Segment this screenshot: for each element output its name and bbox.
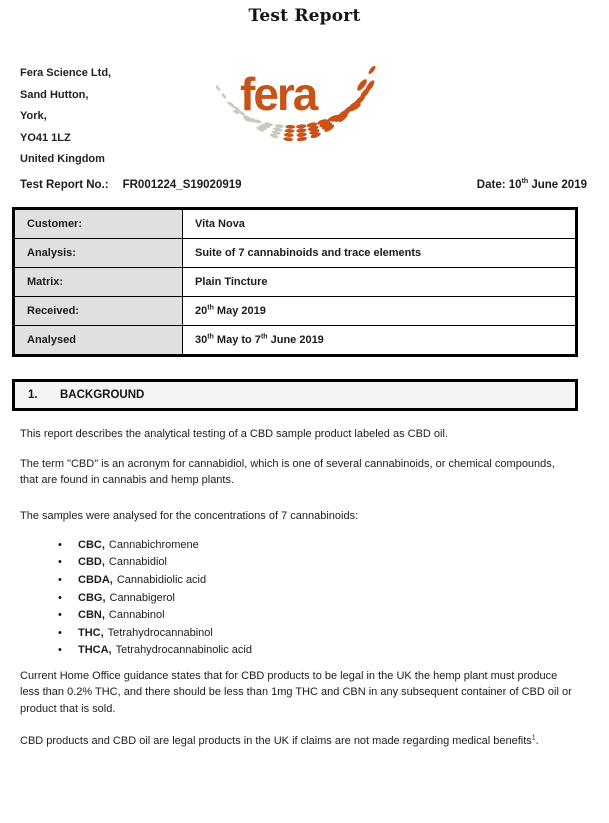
report-number-group	[20, 179, 242, 191]
row-value-received: 20th May 2019	[183, 297, 575, 325]
list-item: • CBC, Cannabichromene	[58, 538, 199, 551]
paragraph-intro: This report describes the analytical testing of a CBD sample product labeled as CBD oil.	[20, 428, 448, 440]
report-number-label: Test Report No.:	[20, 179, 109, 191]
sample-info-table	[12, 207, 578, 357]
fera-logo-text: fera	[240, 68, 317, 120]
address-line-company: Fera Science Ltd,	[20, 67, 112, 79]
table-row	[15, 297, 575, 326]
report-number-value: FR001224_S19020919	[122, 179, 242, 191]
bullet-icon: •	[58, 556, 62, 569]
paragraph-home-office-guidance: Current Home Office guidance states that for CBD products to be legal in the UK the hemp plant must produce less than 0.2% THC, and there should be less than 1mg THC and CBN in any subsequent container of CBD oil or product that is sold.	[20, 670, 572, 715]
paragraph-samples-analysed: The samples were analysed for the concentrations of 7 cannabinoids:	[20, 510, 359, 522]
bullet-icon: •	[58, 538, 62, 551]
row-label-received: Received:	[15, 297, 183, 325]
address-line-country: United Kingdom	[20, 153, 105, 166]
cannabinoid-list	[58, 536, 252, 659]
row-value-analysed: 30th May to 7th June 2019	[183, 326, 575, 354]
footnote-marker: 1	[531, 734, 536, 742]
table-row	[15, 210, 575, 239]
row-value-customer: Vita Nova	[183, 210, 575, 238]
address-line-city: York,	[20, 110, 47, 123]
bullet-icon: •	[58, 626, 62, 639]
report-date-value: 10th June 2019	[508, 178, 587, 191]
company-address	[20, 63, 111, 171]
paragraph-cbd-definition: The term "CBD" is an acronym for cannabidiol, which is one of several cannabinoids, or chemical compounds, that are found in cannabis and hemp plants.	[20, 458, 555, 487]
fera-logo	[216, 60, 380, 148]
table-row	[15, 239, 575, 268]
report-date-group	[477, 179, 587, 191]
row-value-analysis: Suite of 7 cannabinoids and trace elements	[183, 239, 575, 267]
table-row	[15, 326, 575, 354]
section-number: 1.	[28, 389, 38, 401]
bullet-icon: •	[58, 644, 62, 657]
row-label-analysed: Analysed	[15, 326, 183, 354]
row-label-customer: Customer:	[15, 210, 183, 238]
bullet-icon: •	[58, 591, 62, 604]
list-item: • CBN, Cannabinol	[58, 609, 165, 622]
list-item: • CBDA, Cannabidiolic acid	[58, 573, 207, 586]
page-title: Test Report	[248, 6, 361, 26]
list-item: • CBD, Cannabidiol	[58, 556, 167, 569]
paragraph-legality: CBD products and CBD oil are legal products in the UK if claims are not made regarding medical benefits$^1$.	[20, 734, 539, 747]
report-meta-row	[20, 179, 587, 191]
row-label-analysis: Analysis:	[15, 239, 183, 267]
address-line-street: Sand Hutton,	[20, 88, 89, 101]
list-item: • THC, Tetrahydrocannabinol	[58, 626, 213, 639]
bullet-icon: •	[58, 573, 62, 586]
table-row	[15, 268, 575, 297]
list-item: • THCA, Tetrahydrocannabinolic acid	[58, 644, 252, 657]
section-header-background	[12, 379, 578, 411]
row-value-matrix: Plain Tincture	[183, 268, 575, 296]
section-heading: BACKGROUND	[60, 389, 145, 401]
list-item: • CBG, Cannabigerol	[58, 591, 175, 604]
address-line-postcode: YO41 1LZ	[20, 131, 71, 144]
bullet-icon: •	[58, 609, 62, 622]
report-date-label: Date:	[476, 179, 506, 191]
row-label-matrix: Matrix:	[15, 268, 183, 296]
